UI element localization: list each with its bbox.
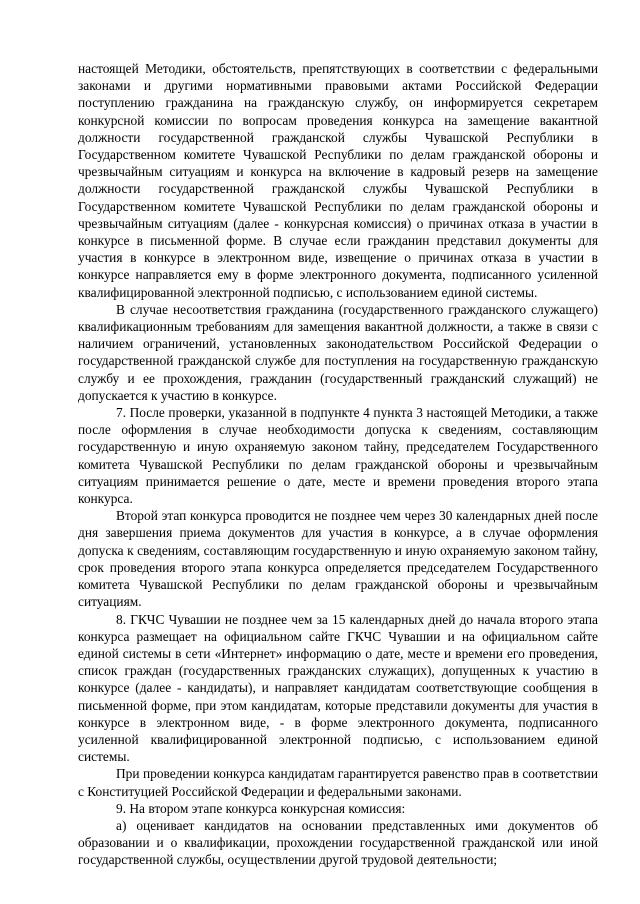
paragraph-nonconformity: В случае несоответствия гражданина (государственного гражданского служащего) квалификационным требованиям для замещения вакантной должности, а также в связи с наличием ограничений, установленных законодательством Российской Федерации о государственной гражданской службе для поступления на государственную гражданскую службу и ее прохождения, гражданин (государственный гражданский служащий) не допускается к участию в конкурсе. xyxy=(78,301,598,403)
paragraph-item-8: 8. ГКЧС Чувашии не позднее чем за 15 календарных дней до начала второго этапа конкурса размещает на официальном сайте ГКЧС Чувашии и на официальном сайте единой системы в сети «Интернет» информацию о дате, месте и времени его проведения, список граждан (государственных гражданских служащих), допущенных к участию в конкурсе (далее - кандидаты), и направляет кандидатам соответствующие сообщения в письменной форме, при этом кандидатам, которые представили документы для участия в конкурсе в электронном виде, - в форме электронного документа, подписанного усиленной квалифицированной электронной подписью, с использованием единой системы. xyxy=(78,611,598,765)
paragraph-second-stage-deadline: Второй этап конкурса проводится не позднее чем через 30 календарных дней после дня завершения приема документов для участия в конкурсе, а в случае оформления допуска к сведениям, составляющим государственную и иную охраняемую законом тайну, срок проведения второго этапа конкурса определяется председателем Государственного комитета Чувашской Республики по делам гражданской обороны и чрезвычайным ситуациям. xyxy=(78,508,598,610)
paragraph-refusal-notice: настоящей Методики, обстоятельств, препятствующих в соответствии с федеральными законами и другими нормативными правовыми актами Российской Федерации поступлению гражданина на гражданскую службу, он информируется секретарем конкурсной комиссии по вопросам проведения конкурса на замещение вакантной должности государственной гражданской службы Чувашской Республики в Государственном комитете Чувашской Республики по делам гражданской обороны и чрезвычайным ситуациям и конкурса на включение в кадровый резерв на замещение должности государственной гражданской службы Чувашской Республики в Государственном комитете Чувашской Республики по делам гражданской обороны и чрезвычайным ситуациям (далее - конкурсная комиссия) о причинах отказа в участии в конкурсе в письменной форме. В случае если гражданин представил документы для участия в конкурсе в электронном виде, извещение о причинах отказа в участии в конкурсе направляется ему в форме электронного документа, подписанного усиленной квалифицированной электронной подписью, с использованием единой системы. xyxy=(78,61,598,300)
paragraph-item-7: 7. После проверки, указанной в подпункте 4 пункта 3 настоящей Методики, а также после оформления в случае необходимости допуска к сведениям, составляющим государственную и иную охраняемую законом тайну, председателем Государственного комитета Чувашской Республики по делам гражданской обороны и чрезвычайным ситуациям принимается решение о дате, месте и времени проведения второго этапа конкурса. xyxy=(78,405,598,507)
document-page xyxy=(78,60,598,869)
paragraph-subitem-a: а) оценивает кандидатов на основании представленных ими документов об образовании и о квалификации, прохождении государственной гражданской или иной государственной службы, осуществлении другой трудовой деятельности; xyxy=(78,817,598,868)
paragraph-item-9: 9. На втором этапе конкурса конкурсная комиссия: xyxy=(116,800,406,816)
paragraph-equal-rights: При проведении конкурса кандидатам гарантируется равенство прав в соответствии с Конституцией Российской Федерации и федеральными законами. xyxy=(78,766,598,799)
